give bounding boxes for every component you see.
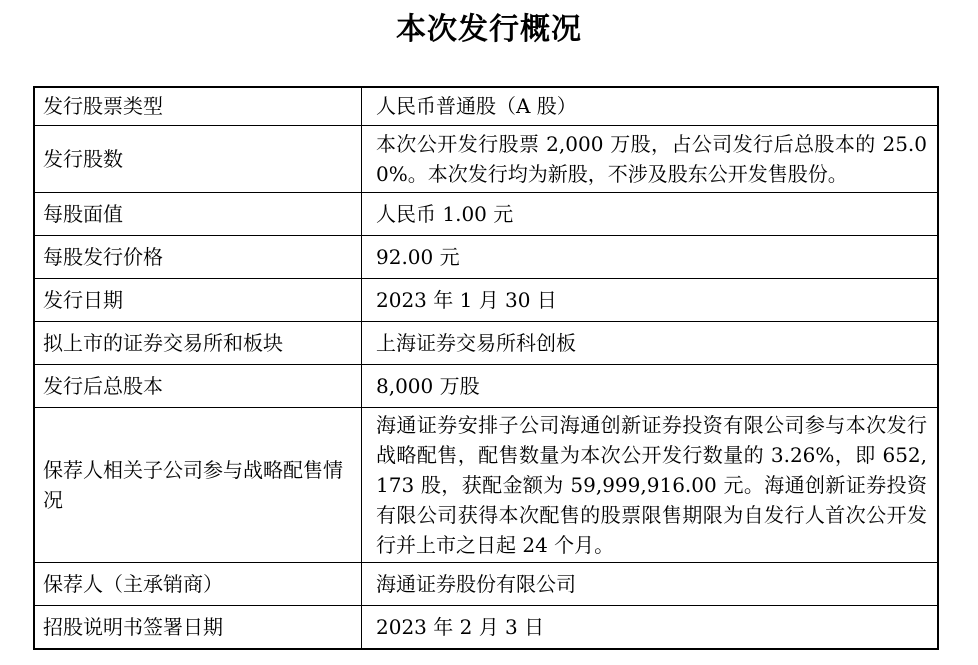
table-row-shares-issued	[34, 126, 938, 193]
row-value: 8,000 万股	[362, 365, 939, 408]
row-label: 发行日期	[34, 279, 362, 322]
row-value: 人民币普通股（A 股）	[362, 87, 939, 126]
table-row-total-shares	[34, 365, 938, 408]
row-value: 2023 年 1 月 30 日	[362, 279, 939, 322]
row-value: 上海证券交易所科创板	[362, 322, 939, 365]
row-label: 每股面值	[34, 193, 362, 236]
table-row-par-value	[34, 193, 938, 236]
row-label: 发行股票类型	[34, 87, 362, 126]
row-label: 保荐人相关子公司参与战略配售情况	[34, 408, 362, 563]
row-value: 本次公开发行股票 2,000 万股，占公司发行后总股本的 25.00%。本次发行均为新股，不涉及股东公开发售股份。	[362, 126, 939, 193]
row-value: 海通证券股份有限公司	[362, 563, 939, 606]
row-value: 2023 年 2 月 3 日	[362, 606, 939, 650]
page-title: 本次发行概况	[396, 12, 582, 47]
row-label: 保荐人（主承销商）	[34, 563, 362, 606]
row-label: 发行股数	[34, 126, 362, 193]
row-label: 招股说明书签署日期	[34, 606, 362, 650]
table-row-stock-type	[34, 87, 938, 126]
row-label: 发行后总股本	[34, 365, 362, 408]
table-row-prospectus-date	[34, 606, 938, 650]
table-row-issue-price	[34, 236, 938, 279]
table-row-sponsor	[34, 563, 938, 606]
row-label: 拟上市的证券交易所和板块	[34, 322, 362, 365]
offering-summary-table	[33, 86, 939, 650]
table-row-exchange	[34, 322, 938, 365]
row-label: 每股发行价格	[34, 236, 362, 279]
row-value: 92.00 元	[362, 236, 939, 279]
row-value: 海通证券安排子公司海通创新证券投资有限公司参与本次发行战略配售，配售数量为本次公开发行数量的 3.26%，即 652,173 股，获配金额为 59,999,916.00 元。海通创新证券投资有限公司获得本次配售的股票限售期限为自发行人首次公开发行并上市之日起 24 个月。	[362, 408, 939, 563]
table-row-strategic-placement	[34, 408, 938, 563]
table-row-issue-date	[34, 279, 938, 322]
row-value: 人民币 1.00 元	[362, 193, 939, 236]
